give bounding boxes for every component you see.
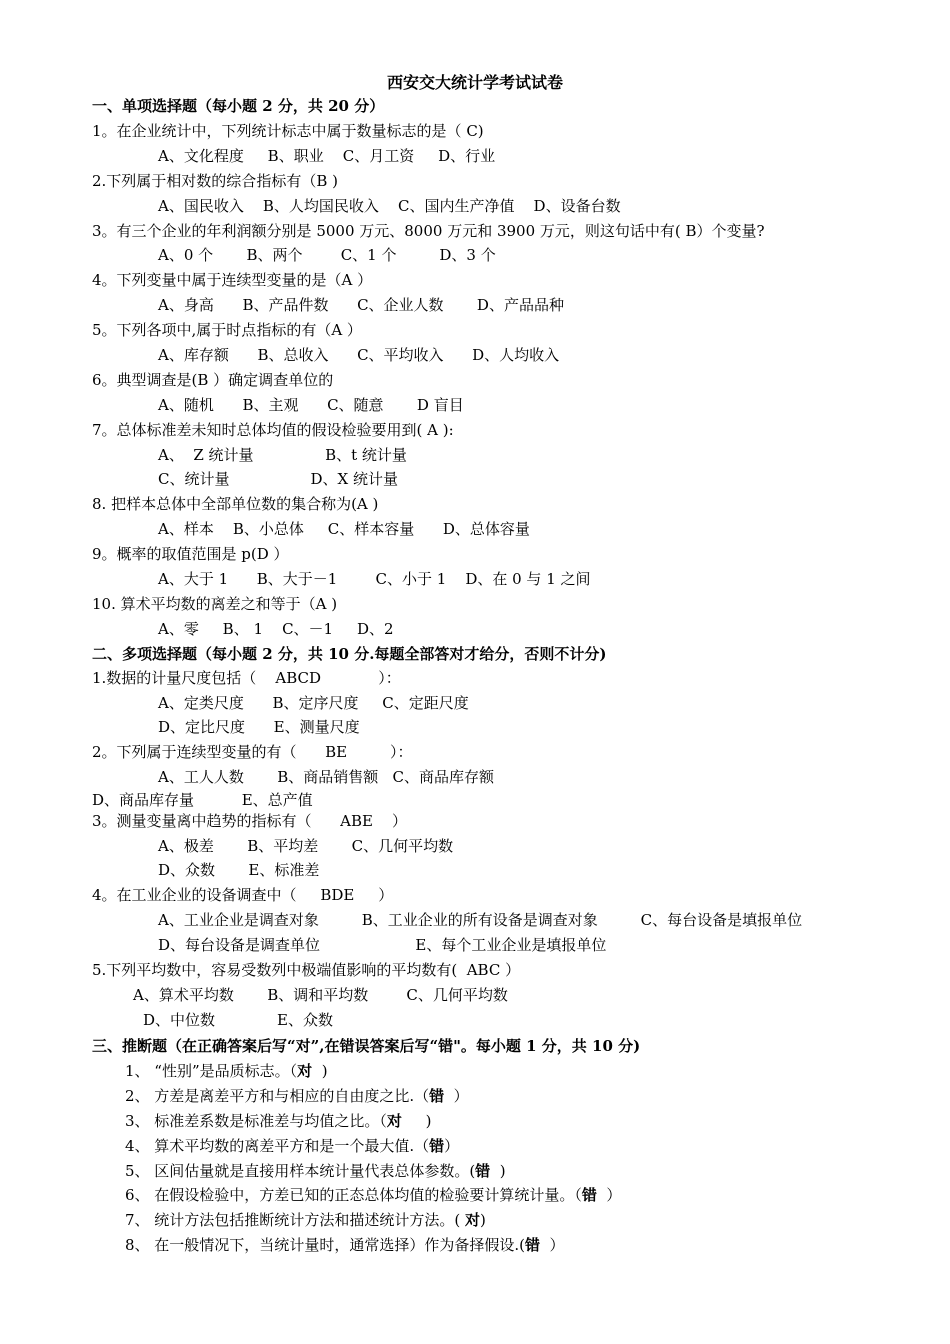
judgment-statement: 3、 标准差系数是标准差与均值之比。（ [125,1112,387,1130]
judgment-statement: 8、 在一般情况下，当统计量时，通常选择）作为备择假设.( [125,1236,525,1254]
multi-choice-line: D、每台设备是调查单位 E、每个工业企业是填报单位 [158,936,607,954]
section-heading-single-choice: 一、单项选择题（每小题 2 分，共 20 分） [92,97,385,115]
judgment-answer: 错 [524,1236,540,1254]
question-options: A、 Z 统计量 B、t 统计量 [158,446,407,464]
question-options: A、零 B、 1 C、－1 D、2 [158,620,394,638]
judgment-tail: ） [596,1186,622,1204]
question-stem: 8. 把样本总体中全部单位数的集合称为(A ) [92,495,379,513]
multi-choice-line: D、中位数 E、众数 [143,1011,333,1029]
question-options: A、文化程度 B、职业 C、月工资 D、行业 [158,147,496,165]
judgment-statement: 2、 方差是离差平方和与相应的自由度之比.（ [125,1087,430,1105]
multi-choice-line: 5.下列平均数中，容易受数列中极端值影响的平均数有( ABC ） [92,961,521,979]
judgment-answer: 对 [386,1112,402,1130]
judgment-answer: 错 [581,1186,597,1204]
judgment-item [125,1161,506,1181]
judgment-tail: ) [312,1062,328,1080]
judgment-item [125,1235,565,1255]
multi-choice-line: D、商品库存量 E、总产值 [92,791,313,809]
section-heading-multiple-choice: 二、多项选择题（每小题 2 分，共 10 分.每题全部答对才给分，否则不计分) [92,645,607,663]
judgment-tail: ） [539,1236,565,1254]
judgment-tail: ） [444,1137,460,1155]
judgment-tail: ) [401,1112,432,1130]
judgment-answer: 对 [297,1062,313,1080]
multi-choice-line: 3。测量变量离中趋势的指标有（ ABE ） [92,812,408,830]
multi-choice-line: A、算术平均数 B、调和平均数 C、几何平均数 [133,986,508,1004]
judgment-answer: 错 [429,1087,445,1105]
question-options: C、统计量 D、X 统计量 [158,470,399,488]
multi-choice-line: 1.数据的计量尺度包括（ ABCD ）： [92,669,401,687]
judgment-tail: ） [444,1087,469,1105]
multi-choice-line: A、定类尺度 B、定序尺度 C、定距尺度 [158,694,469,712]
question-stem: 1。在企业统计中，下列统计标志中属于数量标志的是（ C) [92,122,484,140]
question-options: A、随机 B、主观 C、随意 D 盲目 [158,396,464,414]
question-stem: 9。概率的取值范围是 p(D ） [92,545,289,563]
question-stem: 10. 算术平均数的离差之和等于（A ) [92,595,338,613]
question-options: A、库存额 B、总收入 C、平均收入 D、人均收入 [158,346,560,364]
multi-choice-line: D、定比尺度 E、测量尺度 [158,718,360,736]
judgment-item [125,1111,432,1131]
judgment-item [125,1136,459,1156]
multi-choice-line: D、众数 E、标准差 [158,861,320,879]
question-options: A、样本 B、小总体 C、样本容量 D、总体容量 [158,520,530,538]
judgment-statement: 1、 “性别”是品质标志。（ [125,1062,298,1080]
judgment-item [125,1061,328,1081]
multi-choice-line: A、工人人数 B、商品销售额 C、商品库存额 [158,768,495,786]
question-options: A、国民收入 B、人均国民收入 C、国内生产净值 D、设备台数 [158,197,621,215]
section-heading-judgment: 三、推断题（在正确答案后写“对”,在错误答案后写“错"。每小题 1 分，共 10 分) [92,1037,641,1055]
question-stem: 4。下列变量中属于连续型变量的是（A ） [92,271,373,289]
judgment-tail: ) [479,1211,486,1229]
question-options: A、身高 B、产品件数 C、企业人数 D、产品品种 [158,296,564,314]
judgment-item [125,1210,486,1230]
multi-choice-line: A、极差 B、平均差 C、几何平均数 [158,837,454,855]
question-options: A、大于 1 B、大于－1 C、小于 1 D、在 0 与 1 之间 [158,570,591,588]
judgment-statement: 6、 在假设检验中，方差已知的正态总体均值的检验要计算统计量。（ [125,1186,582,1204]
judgment-tail: ) [490,1162,506,1180]
question-stem: 6。典型调查是(B ）确定调查单位的 [92,371,334,389]
judgment-item [125,1086,469,1106]
question-stem: 7。总体标准差未知时总体均值的假设检验要用到( A ): [92,421,454,439]
judgment-item [125,1185,621,1205]
multi-choice-line: 4。在工业企业的设备调查中（ BDE ） [92,886,394,904]
judgment-answer: 对 [464,1211,480,1229]
question-stem: 3。有三个企业的年利润额分别是 5000 万元、8000 万元和 3900 万元，则这句话中有( B）个变量? [92,222,765,240]
multi-choice-line: 2。下列属于连续型变量的有（ BE ）： [92,743,413,761]
judgment-statement: 7、 统计方法包括推断统计方法和描述统计方法。( [125,1211,465,1229]
question-stem: 5。下列各项中,属于时点指标的有（A ） [92,321,362,339]
question-stem: 2.下列属于相对数的综合指标有（B ) [92,172,338,190]
judgment-answer: 错 [429,1137,445,1155]
exam-title: 西安交大统计学考试试卷 [386,73,563,92]
judgment-statement: 4、 算术平均数的离差平方和是一个最大值.（ [125,1137,430,1155]
judgment-answer: 错 [475,1162,491,1180]
multi-choice-line: A、工业企业是调查对象 B、工业企业的所有设备是调查对象 C、每台设备是填报单位 [158,911,803,929]
question-options: A、0 个 B、两个 C、1 个 D、3 个 [158,246,496,264]
judgment-statement: 5、 区间估量就是直接用样本统计量代表总体参数。( [125,1162,476,1180]
